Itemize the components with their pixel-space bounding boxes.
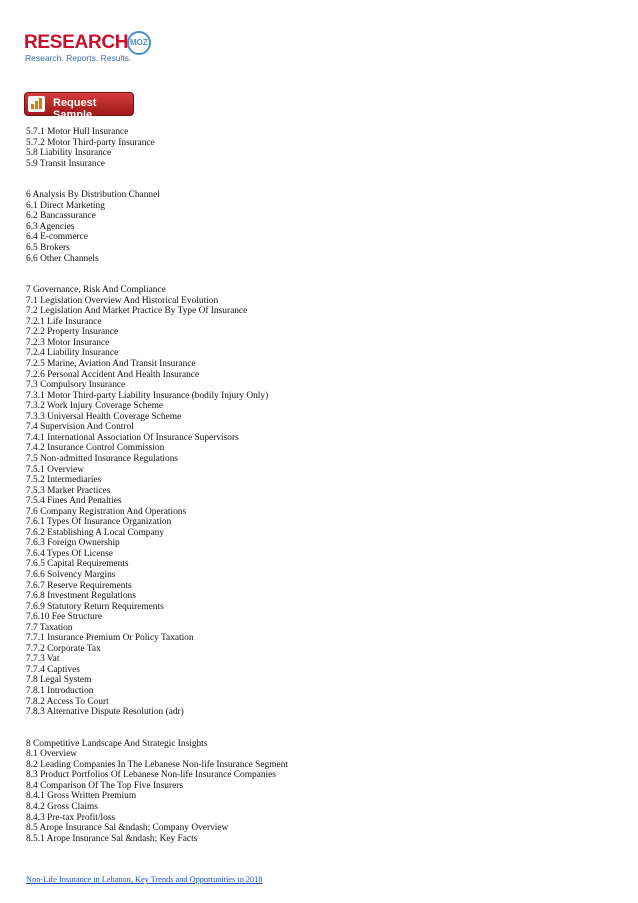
toc-line: 8 Competitive Landscape And Strategic Insights <box>26 738 208 749</box>
toc-line: 8.3 Product Portfolios Of Lebanese Non-life Insurance Companies <box>26 770 276 781</box>
toc-line: 7.6.6 Solvency Margins <box>26 569 116 580</box>
section-gap <box>26 169 616 180</box>
section-gap <box>26 264 616 275</box>
toc-line: 6.6 Other Channels <box>26 253 99 264</box>
toc-line: 7.2.5 Marine, Aviation And Transit Insurance <box>26 359 196 370</box>
toc-line: 7.8 Legal System <box>26 675 92 686</box>
toc-line: 7.6.5 Capital Requirements <box>26 559 129 570</box>
toc-line: 7.2 Legislation And Market Practice By Type Of Insurance <box>26 306 248 317</box>
request-sample-button[interactable] <box>24 92 134 121</box>
toc-line: 7.5 Non-admitted Insurance Regulations <box>26 453 179 464</box>
toc-line: 7.6.8 Investment Regulations <box>26 591 136 602</box>
toc-line: 7.7.4 Captives <box>26 664 80 675</box>
toc-line: 7.8.1 Introduction <box>26 685 94 696</box>
section-gap <box>26 180 616 191</box>
researchmoz-logo <box>24 28 148 64</box>
logo-badge: MOZ <box>130 38 148 47</box>
toc-line: 6 Analysis By Distribution Channel <box>26 190 160 201</box>
toc-line: 5.7.1 Motor Hull Insurance <box>26 127 129 137</box>
toc-line: 7.2.2 Property Insurance <box>26 327 119 338</box>
toc-line: 7.2.4 Liability Insurance <box>26 348 119 359</box>
toc-line: 7.4.1 International Association Of Insurance Supervisors <box>26 432 239 443</box>
toc-line: 7.3.1 Motor Third-party Liability Insurance (bodily Injury Only) <box>26 390 269 401</box>
toc-line: 6.1 Direct Marketing <box>26 200 105 211</box>
footer-report-link[interactable]: Non-Life Insurance in Lebanon, Key Trends and Opportunities to 2018 <box>26 875 263 884</box>
toc-line: 7.3.3 Universal Health Coverage Scheme <box>26 411 182 422</box>
toc-line: 7.7.1 Insurance Premium Or Policy Taxation <box>26 633 194 644</box>
toc-line: 7.5.4 Fines And Penalties <box>26 496 122 507</box>
toc-line: 7.8.2 Access To Court <box>26 696 109 707</box>
logo-badge-icon <box>127 31 151 55</box>
toc-line: 8.4.2 Gross Claims <box>26 802 98 812</box>
section-gap <box>26 728 616 739</box>
toc-line: 8.4.1 Gross Written Premium <box>26 791 137 802</box>
request-sample-label: Request Sample <box>53 97 97 121</box>
toc-line: 6.2 Bancassurance <box>26 211 96 222</box>
toc-line: 8.1 Overview <box>26 749 78 760</box>
toc-line: 7.6.3 Foreign Ownership <box>26 538 120 549</box>
toc-line: 7.2.1 Life Insurance <box>26 316 102 327</box>
toc-line: 5.7.2 Motor Third-party Insurance <box>26 137 155 148</box>
toc-line: 8.2 Leading Companies In The Lebanese Non-life Insurance Segment <box>26 759 288 770</box>
table-of-contents <box>26 127 616 844</box>
toc-line: 7.8.3 Alternative Dispute Resolution (adr) <box>26 707 184 718</box>
toc-line: 7.6.10 Fee Structure <box>26 612 103 623</box>
toc-line: 7.3 Compulsory Insurance <box>26 380 126 391</box>
toc-line: 5.9 Transit Insurance <box>26 158 105 169</box>
toc-line: 7.7.3 Vat <box>26 654 60 665</box>
toc-line: 7.6 Company Registration And Operations <box>26 506 187 517</box>
toc-line: 7.6.4 Types Of License <box>26 548 113 559</box>
section-gap <box>26 718 616 729</box>
toc-line: 8.4.3 Pre-tax Profit/loss <box>26 812 116 823</box>
toc-line: 7.5.1 Overview <box>26 464 85 475</box>
toc-line: 7 Governance, Risk And Compliance <box>26 285 166 296</box>
logo-brand: RESEARCH <box>24 32 129 53</box>
toc-line: 7.5.3 Market Practices <box>26 485 111 496</box>
toc-line: 7.7 Taxation <box>26 622 73 633</box>
toc-line: 7.2.3 Motor Insurance <box>26 337 110 348</box>
toc-line: 7.5.2 Intermediaries <box>26 475 102 486</box>
toc-line: 7.4.2 Insurance Control Commission <box>26 443 165 454</box>
toc-line: 8.5.1 Arope Insurance Sal &ndash; Key Facts <box>26 833 198 844</box>
toc-line: 6.4 E-commerce <box>26 232 88 243</box>
report-chart-icon <box>28 96 45 112</box>
toc-line: 6.3 Agencies <box>26 221 75 232</box>
toc-line: 7.6.9 Statutory Return Requirements <box>26 601 164 612</box>
toc-line: 8.5 Arope Insurance Sal &ndash; Company Overview <box>26 823 229 834</box>
toc-line: 5.8 Liability Insurance <box>26 148 112 159</box>
toc-line: 7.4 Supervision And Control <box>26 422 134 433</box>
toc-line: 7.6.1 Types Of Insurance Organization <box>26 517 172 528</box>
toc-line: 8.4 Comparison Of The Top Five Insurers <box>26 780 184 791</box>
logo-tagline: Research. Reports. Results. <box>25 53 132 63</box>
toc-line: 7.3.2 Work Injury Coverage Scheme <box>26 401 164 412</box>
toc-line: 7.6.2 Establishing A Local Company <box>26 527 165 538</box>
toc-line: 6.5 Brokers <box>26 243 70 254</box>
toc-line: 7.6.7 Reserve Requirements <box>26 580 132 591</box>
toc-line: 7.1 Legislation Overview And Historical Evolution <box>26 295 219 306</box>
section-gap <box>26 275 616 286</box>
toc-line: 7.7.2 Corporate Tax <box>26 643 101 654</box>
toc-line: 7.2.6 Personal Accident And Health Insurance <box>26 369 200 380</box>
